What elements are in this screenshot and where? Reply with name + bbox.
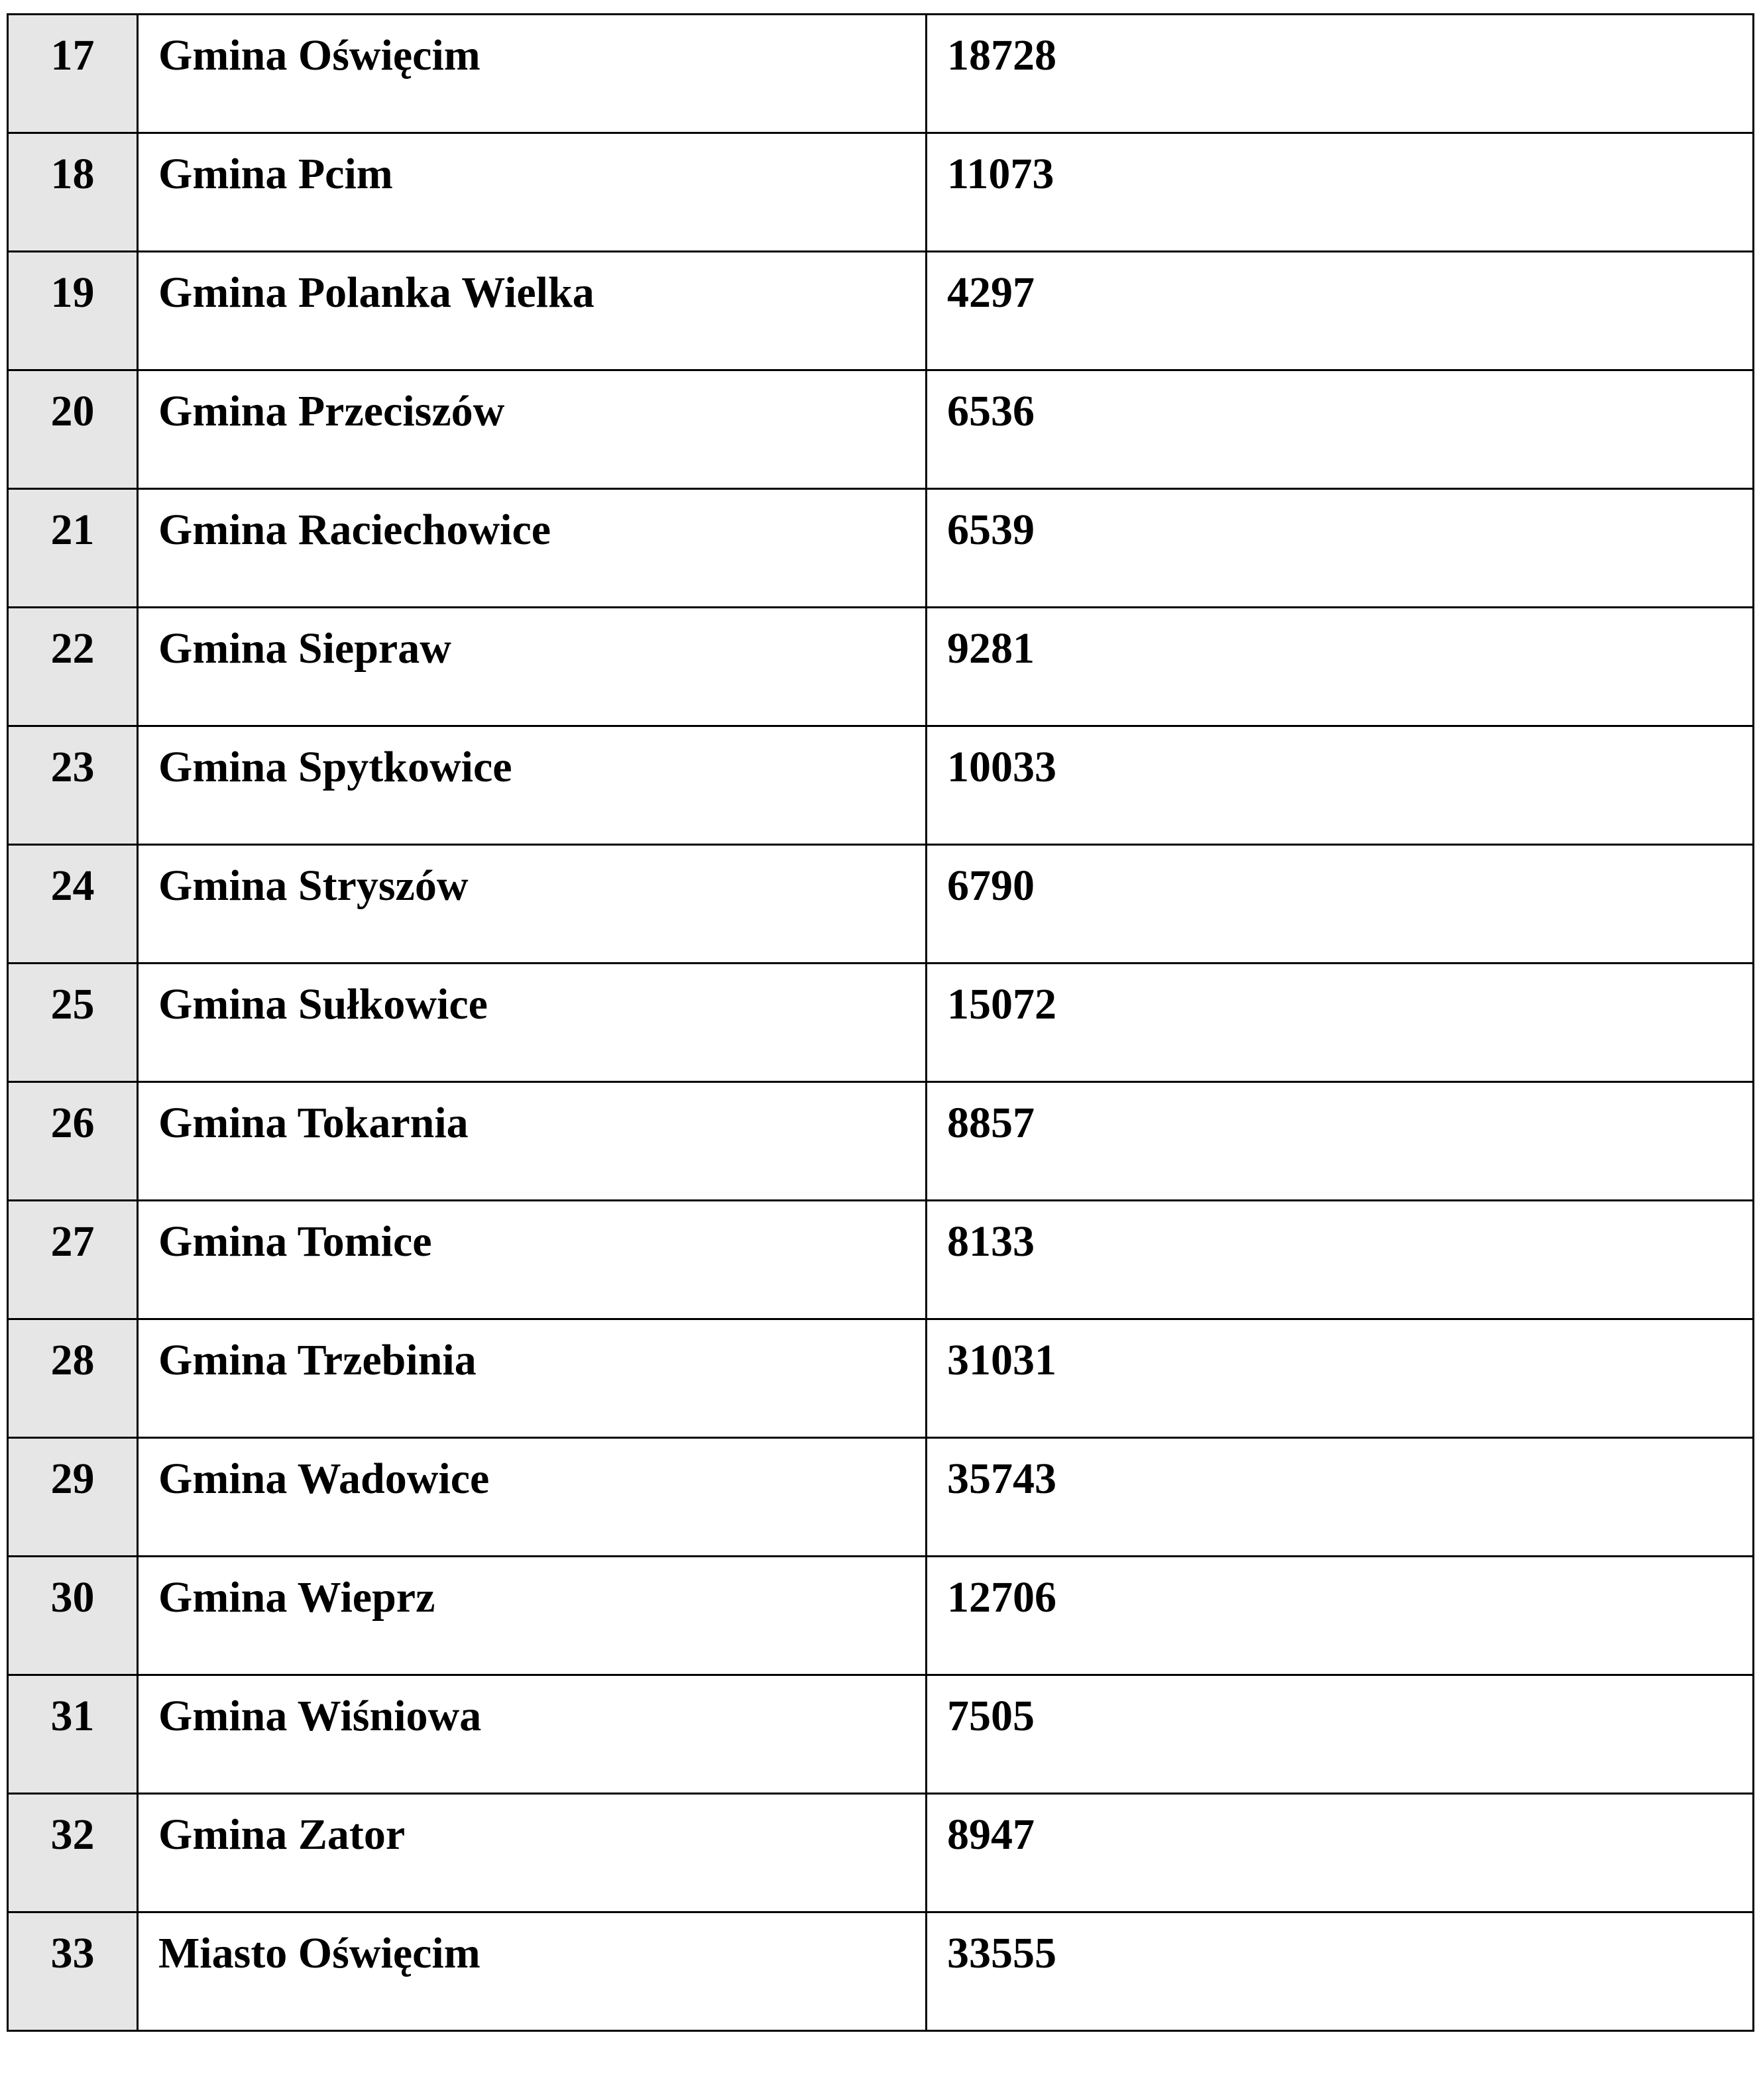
value-cell [927, 964, 1754, 1082]
table-row [8, 1675, 1754, 1794]
value-text: 7505 [947, 1692, 1035, 1740]
row-number-text: 18 [50, 150, 95, 198]
table-row [8, 1319, 1754, 1438]
value-text: 31031 [947, 1336, 1056, 1384]
value-cell [927, 133, 1754, 252]
value-text: 9281 [947, 624, 1035, 673]
row-number-cell [8, 608, 138, 726]
municipality-name-cell [138, 1675, 927, 1794]
municipality-table [7, 13, 1754, 2032]
row-number-cell [8, 1082, 138, 1201]
municipality-name-text: Gmina Wieprz [158, 1573, 435, 1622]
row-number-cell [8, 964, 138, 1082]
value-text: 15072 [947, 980, 1056, 1028]
municipality-name-text: Gmina Spytkowice [158, 743, 512, 791]
municipality-name-cell [138, 1082, 927, 1201]
row-number-text: 25 [50, 980, 95, 1028]
value-cell [927, 370, 1754, 489]
municipality-name-cell [138, 133, 927, 252]
row-number-cell [8, 370, 138, 489]
table-row [8, 252, 1754, 370]
municipality-name-cell [138, 726, 927, 845]
municipality-name-cell [138, 845, 927, 964]
row-number-cell [8, 1912, 138, 2031]
row-number-cell [8, 1201, 138, 1319]
row-number-cell [8, 15, 138, 133]
municipality-name-cell [138, 489, 927, 608]
value-text: 8857 [947, 1099, 1035, 1147]
row-number-cell [8, 1794, 138, 1912]
municipality-name-text: Gmina Wadowice [158, 1455, 490, 1503]
value-cell [927, 252, 1754, 370]
value-cell [927, 1675, 1754, 1794]
row-number-cell [8, 252, 138, 370]
value-cell [927, 1912, 1754, 2031]
municipality-name-text: Gmina Stryszów [158, 861, 469, 910]
value-text: 4297 [947, 268, 1035, 317]
table-row [8, 133, 1754, 252]
table-row [8, 1438, 1754, 1557]
table-row [8, 1912, 1754, 2031]
value-cell [927, 1557, 1754, 1675]
municipality-name-cell [138, 15, 927, 133]
table-row [8, 1794, 1754, 1912]
value-text: 18728 [947, 31, 1056, 80]
value-cell [927, 1794, 1754, 1912]
row-number-cell [8, 1319, 138, 1438]
municipality-name-cell [138, 1557, 927, 1675]
row-number-text: 24 [50, 861, 95, 910]
table-row [8, 489, 1754, 608]
row-number-text: 31 [50, 1692, 95, 1740]
municipality-name-cell [138, 1438, 927, 1557]
row-number-text: 28 [50, 1336, 95, 1384]
row-number-cell [8, 726, 138, 845]
value-text: 35743 [947, 1455, 1056, 1503]
municipality-name-cell [138, 1912, 927, 2031]
municipality-name-text: Gmina Wiśniowa [158, 1692, 482, 1740]
value-cell [927, 1201, 1754, 1319]
value-cell [927, 726, 1754, 845]
value-cell [927, 1082, 1754, 1201]
row-number-cell [8, 489, 138, 608]
municipality-name-cell [138, 608, 927, 726]
value-text: 8947 [947, 1810, 1035, 1859]
municipality-name-text: Gmina Polanka Wielka [158, 268, 595, 317]
row-number-cell [8, 1675, 138, 1794]
municipality-name-text: Gmina Tokarnia [158, 1099, 469, 1147]
municipality-name-cell [138, 964, 927, 1082]
municipality-name-text: Gmina Przeciszów [158, 387, 505, 435]
row-number-text: 21 [50, 506, 95, 554]
row-number-text: 19 [50, 268, 95, 317]
municipality-name-cell [138, 1794, 927, 1912]
municipality-name-text: Gmina Sułkowice [158, 980, 488, 1028]
row-number-text: 23 [50, 743, 95, 791]
row-number-text: 32 [50, 1810, 95, 1859]
value-cell [927, 15, 1754, 133]
value-text: 10033 [947, 743, 1056, 791]
municipality-name-text: Gmina Trzebinia [158, 1336, 477, 1384]
row-number-text: 22 [50, 624, 95, 673]
value-cell [927, 1319, 1754, 1438]
value-text: 6539 [947, 506, 1035, 554]
municipality-name-text: Gmina Tomice [158, 1217, 432, 1266]
row-number-text: 20 [50, 387, 95, 435]
table-row [8, 370, 1754, 489]
value-text: 6790 [947, 861, 1035, 910]
value-cell [927, 608, 1754, 726]
row-number-cell [8, 1557, 138, 1675]
row-number-text: 27 [50, 1217, 95, 1266]
row-number-cell [8, 845, 138, 964]
row-number-text: 33 [50, 1929, 95, 1977]
municipality-name-cell [138, 252, 927, 370]
municipality-name-text: Miasto Oświęcim [158, 1929, 481, 1977]
municipality-name-cell [138, 370, 927, 489]
row-number-text: 26 [50, 1099, 95, 1147]
table-row [8, 726, 1754, 845]
table-row [8, 845, 1754, 964]
value-text: 33555 [947, 1929, 1056, 1977]
value-text: 6536 [947, 387, 1035, 435]
value-cell [927, 489, 1754, 608]
row-number-cell [8, 1438, 138, 1557]
table-row [8, 15, 1754, 133]
row-number-cell [8, 133, 138, 252]
value-text: 12706 [947, 1573, 1056, 1622]
municipality-name-cell [138, 1319, 927, 1438]
table-row [8, 608, 1754, 726]
value-cell [927, 1438, 1754, 1557]
table-body [8, 15, 1754, 2031]
value-text: 11073 [947, 150, 1054, 198]
value-cell [927, 845, 1754, 964]
table-row [8, 1557, 1754, 1675]
table-row [8, 964, 1754, 1082]
row-number-text: 17 [50, 31, 95, 80]
table-row [8, 1201, 1754, 1319]
table-row [8, 1082, 1754, 1201]
municipality-name-text: Gmina Pcim [158, 150, 393, 198]
municipality-name-cell [138, 1201, 927, 1319]
value-text: 8133 [947, 1217, 1035, 1266]
municipality-name-text: Gmina Siepraw [158, 624, 451, 673]
row-number-text: 30 [50, 1573, 95, 1622]
municipality-name-text: Gmina Oświęcim [158, 31, 481, 80]
municipality-name-text: Gmina Zator [158, 1810, 406, 1859]
municipality-name-text: Gmina Raciechowice [158, 506, 551, 554]
row-number-text: 29 [50, 1455, 95, 1503]
